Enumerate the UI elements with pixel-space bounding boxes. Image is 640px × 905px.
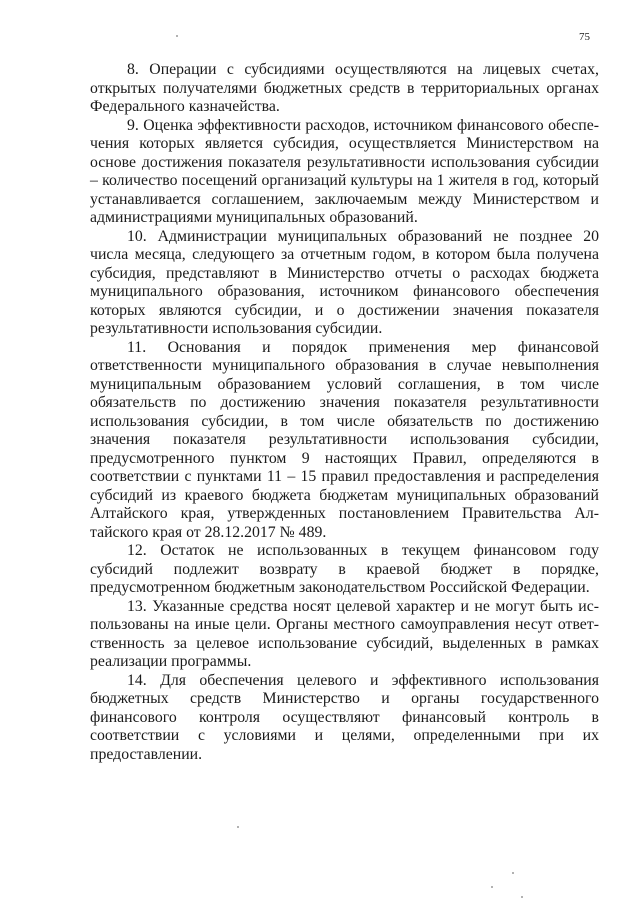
paragraph-14: 14. Для обеспечения целевого и эффективного использования бюджетных средств Министерство и органы государственного финансового контроля осуществляют финансовый контроль в соответствии с условиями и целями, определенными при их предоставлении. (90, 671, 599, 763)
scan-speck (491, 886, 493, 888)
paragraph-9: 9. Оценка эффективности расходов, источником финансового обеспечения которых является субсидия, осуществляется Министерством на основе достижения показателя результативности использования субсидии – количество посещений организаций культуры на 1 жителя в год, который устанавливается соглашением, заключаемым между Министерством и администрациями муниципальных образований. (90, 116, 599, 226)
scan-speck (176, 35, 178, 37)
paragraph-12: 12. Остаток не использованных в текущем финансовом году субсидий подлежит возврату в краевой бюджет в порядке, предусмотренном бюджетным законодательством Российской Федерации. (90, 542, 599, 596)
paragraph-11: 11. Основания и порядок применения мер финансовой ответственности муниципального образования в случае невыполнения муниципальным образованием условий соглашения, в том числе обязательств по достижению значения показателя результативности использования субсидии, в том числе обязательств по достижению значения показателя результативности использования субсидии, предусмотренного пунктом 9 настоящих Правил, определяются в соответствии с пунктами 11 – 15 правил предоставления и распределения субсидий из краевого бюджета бюджетам муниципальных образований Алтайского края, утвержденных постановлением Правительства Алтайского края от 28.12.2017 № 489. (90, 338, 599, 541)
scan-speck (237, 826, 239, 828)
scan-speck (521, 896, 523, 898)
document-body (90, 61, 599, 764)
page-number: 75 (579, 31, 590, 43)
paragraph-8: 8. Операции с субсидиями осуществляются на лицевых счетах, открытых получателями бюджетных средств в территориальных органах Федерального казначейства. (90, 61, 599, 115)
paragraph-10: 10. Администрации муниципальных образований не позднее 20 числа месяца, следующего за отчетным годом, в котором была получена субсидия, представляют в Министерство отчеты о расходах бюджета муниципального образования, источником финансового обеспечения которых являются субсидии, и о достижении значения показателя результативности использования субсидии. (90, 227, 599, 337)
scan-speck (512, 872, 514, 874)
paragraph-13: 13. Указанные средства носят целевой характер и не могут быть использованы на иные цели. Органы местного самоуправления несут ответственность за целевое использование субсидий, выделенных в рамках реализации программы. (90, 597, 599, 670)
